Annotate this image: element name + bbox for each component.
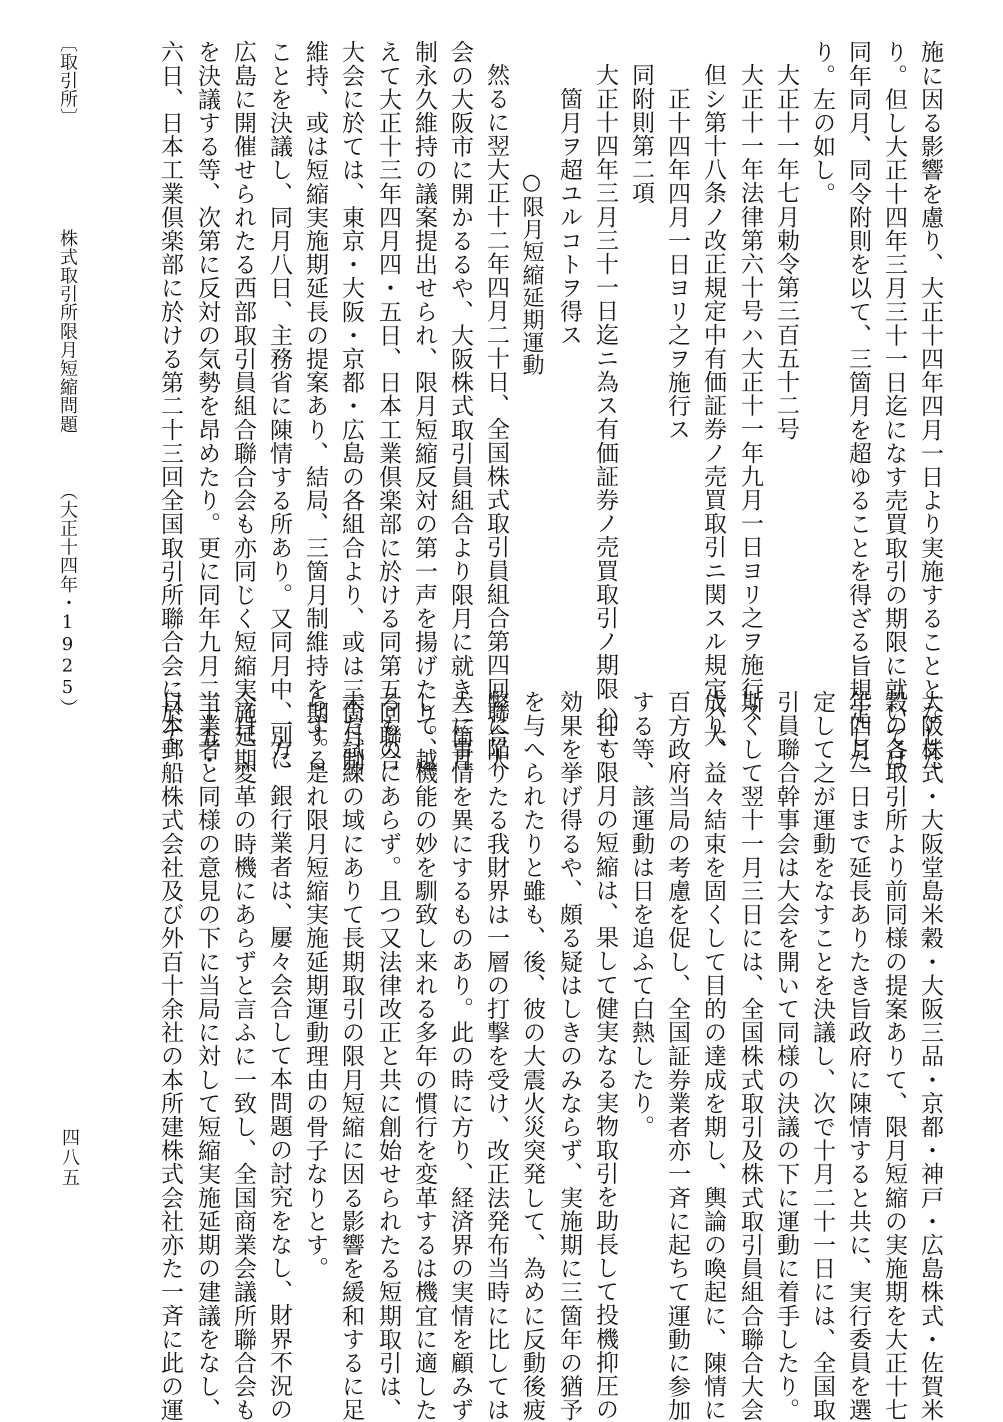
text-column: して、機能の妙を馴致し来れる多年の慣行を変革するは機宜に適した: [411, 690, 437, 1422]
text-column: ことを決議し、同月八日、主務省に陳情する所あり。又同月中、別に: [266, 40, 292, 772]
text-column: 引員聯合幹事会は大会を開いて同様の決議の下に運動に着手したり。: [773, 690, 799, 1422]
text-column: 百方政府当局の考慮を促し、全国証券業者亦一斉に起ちて運動に参加: [664, 690, 690, 1422]
text-column: 施に因る影響を慮り、大正十四年四月一日より実施することとなした: [917, 40, 943, 772]
text-column: 制永久維持の議案提出せられ、限月短縮反対の第一声を揚げたり。越: [411, 40, 437, 772]
text-column: 年四月一日まで延長ありたき旨政府に陳情すると共に、実行委員を選: [845, 690, 871, 1422]
text-column: 広島に開催せられたる西部取引員組合聯合会も亦同じく短縮実施延期: [230, 40, 256, 772]
text-column: 効果を挙げ得るや、頗る疑はしきのみならず、実施期に三箇年の猶予: [556, 690, 582, 1422]
text-column: 箇月ヲ超ユルコトヲ得ス: [556, 87, 582, 347]
text-column: 大正十四年三月三十一日迄ニ為ス有価証券ノ売買取引ノ期限ハ三: [592, 63, 618, 748]
text-column: 然るに翌大正十二年四月二十日、全国株式取引員組合第四回聯合大: [483, 63, 509, 771]
text-column: るものにあらず。且つ又法律改正と共に創始せられたる短期取引は、: [375, 690, 401, 1422]
text-column: を与へられたりと雖も、後、彼の大震火災突発して、為めに反動後疲: [519, 690, 545, 1422]
text-column: を決議する等、次第に反対の気勢を昂めたり。更に同年九月二十五・: [194, 40, 220, 772]
text-column: 同年同月、同令附則を以て、三箇月を超ゆることを得ざる旨規定した: [845, 40, 871, 772]
text-column: 大に事情を異にするものあり。此の時に方り、経済界の実情を顧みず: [447, 690, 473, 1422]
text-column: 同附則第二項: [628, 63, 654, 205]
text-column: らず。是れ限月短縮実施延期運動理由の骨子なりとす。: [302, 690, 328, 1280]
text-column: 正十四年四月一日ヨリ之ヲ施行ス: [664, 87, 690, 441]
text-column: えて大正十三年四月四・五日、日本工業倶楽部に於ける同第五回聯合: [375, 40, 401, 772]
text-column: 六日、日本工業倶楽部に於ける第二十三回全国取引所聯合会に於て: [157, 40, 183, 748]
text-column: する等、該運動は日を追ふて白熱したり。: [628, 690, 654, 1139]
text-column: り。但し大正十四年三月三十一日迄になす売買取引の期限に就いては: [881, 40, 907, 772]
text-column: 但シ第十八条ノ改正規定中有価証券ノ売買取引ニ関スル規定ハ大: [700, 63, 726, 748]
text-column: 成り、益々結束を固くして目的の達成を期し、輿論の喚起に、陳情に: [700, 690, 726, 1422]
text-column: 抑も限月の短縮は、果して健実なる実物取引を助長して投機抑圧の: [592, 713, 618, 1421]
text-column: 今日、変革の時機にあらずと言ふに一致し、全国商業会議所聯合会も: [230, 690, 256, 1422]
text-column: 大正十一年法律第六十号ハ大正十一年九月一日ヨリ之ヲ施行ス: [737, 63, 763, 724]
subheading: ○限月短縮延期運動: [519, 170, 544, 377]
header-era: （大正十四年・1925）: [57, 482, 78, 718]
text-column: 会の大阪市に開かるるや、大阪株式取引員組合より限月に就き三箇月: [447, 40, 473, 772]
text-column: 当業者と同様の意見の下に当局に対して短縮実施延期の建議をなし、: [194, 690, 220, 1422]
text-column: 一方、銀行業者は、屢々会合して本問題の討究をなし、財界不況の: [266, 713, 292, 1421]
text-column: 維持、或は短縮実施期延長の提案あり、結局、三箇月制維持を期する: [302, 40, 328, 772]
text-column: り。左の如し。: [809, 40, 835, 206]
text-column: 日本郵船株式会社及び外百十余社の本所建株式会社亦た一斉に此の運: [157, 690, 183, 1422]
text-column: 大会に於ては、東京・大阪・京都・広島の各組合より、或は三箇月制: [338, 40, 364, 772]
text-column: 斯くして翌十一月三日には、全国株式取引及株式取引員組合聯合大会: [737, 690, 763, 1422]
text-column: 穀の各取引所より前同様の提案ありて、限月短縮の実施期を大正十七: [881, 690, 907, 1422]
text-column: 大正十一年七月勅令第三百五十二号: [773, 63, 799, 441]
text-column: 弊に陥りたる我財界は一層の打撃を受け、改正法発布当時に比しては: [483, 690, 509, 1422]
page-number: 四八五: [59, 1128, 80, 1188]
text-column: 大阪株式・大阪堂島米穀・大阪三品・京都・神戸・広島株式・佐賀米: [917, 690, 943, 1422]
text-column: 定して之が運動をなすことを決議し、次で十月二十一日には、全国取: [809, 690, 835, 1422]
header-title: 株式取引所限月短縮問題: [57, 229, 78, 434]
text-column: 未だ試練の域にありて長期取引の限月短縮に因る影響を緩和するに足: [338, 690, 364, 1422]
header-section: 〔取引所〕: [57, 34, 78, 127]
